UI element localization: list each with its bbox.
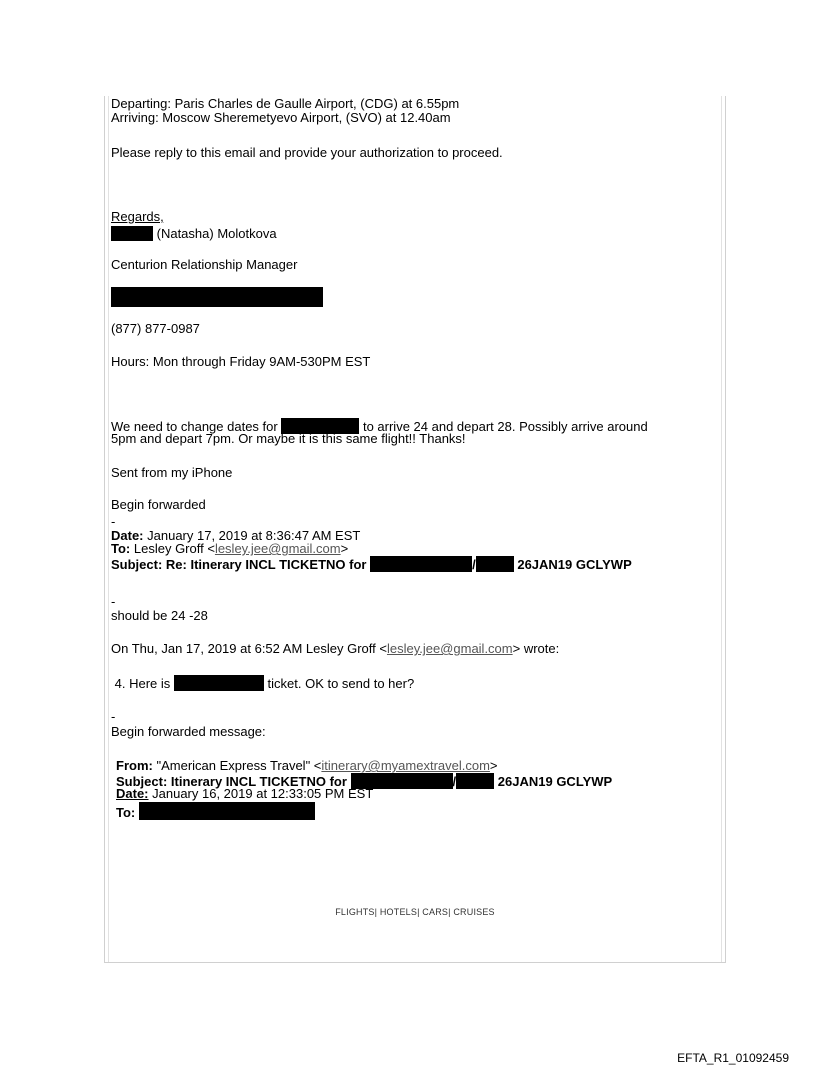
redaction-box bbox=[111, 226, 153, 241]
fwd1-to-email-link[interactable]: lesley.jee@gmail.com bbox=[214, 541, 341, 556]
phone: (877) 877-0987 bbox=[111, 321, 200, 336]
here-is-text-b: ticket. OK to send to her? bbox=[267, 676, 415, 691]
signature-redacted-line bbox=[111, 287, 323, 307]
signature-title: Centurion Relationship Manager bbox=[111, 257, 298, 272]
on-thu-email-link[interactable]: lesley.jee@gmail.com bbox=[386, 641, 513, 656]
fwd2-from bbox=[116, 759, 498, 773]
redaction-box bbox=[476, 556, 514, 572]
should-be: should be 24 -28 bbox=[111, 608, 208, 623]
arriving-line: Arriving: Moscow Sheremetyevo Airport, (SVO) at 12.40am bbox=[111, 110, 451, 125]
fwd1-date-value: January 17, 2019 at 8:36:47 AM EST bbox=[147, 528, 361, 543]
signature-name-line bbox=[111, 226, 277, 241]
fwd1-to bbox=[111, 542, 348, 556]
separator-dash: - bbox=[111, 709, 116, 724]
fwd1-subject-slash: / bbox=[472, 557, 476, 572]
fwd1-subject-code: 26JAN19 GCLYWP bbox=[517, 557, 632, 572]
separator-dash: - bbox=[111, 594, 116, 609]
fwd2-subject-code: 26JAN19 GCLYWP bbox=[497, 774, 613, 789]
fwd2-to-label: To: bbox=[116, 805, 136, 820]
amex-footer-links: FLIGHTS| HOTELS| CARS| CRUISES bbox=[335, 907, 495, 917]
redaction-box bbox=[111, 287, 323, 307]
hours: Hours: Mon through Friday 9AM-530PM EST bbox=[111, 354, 371, 369]
fwd2-to bbox=[116, 802, 315, 820]
reply-request: Please reply to this email and provide your authorization to proceed. bbox=[111, 145, 503, 160]
redaction-box bbox=[456, 773, 494, 789]
fwd2-date bbox=[116, 787, 373, 801]
change-text-a: We need to change dates for bbox=[111, 419, 278, 434]
begin-forwarded: Begin forwarded bbox=[111, 497, 206, 512]
here-is-line bbox=[111, 675, 414, 691]
fwd2-from-close: > bbox=[489, 758, 498, 773]
fwd2-from-label: From: bbox=[116, 758, 153, 773]
redaction-box bbox=[174, 675, 264, 691]
fwd2-subject-slash: / bbox=[452, 774, 457, 789]
here-is-text-a: 4. Here is bbox=[114, 676, 171, 691]
departing-line: Departing: Paris Charles de Gaulle Airport, (CDG) at 6.55pm bbox=[111, 96, 460, 111]
fwd1-subject bbox=[111, 556, 632, 572]
on-thu-line bbox=[111, 642, 559, 656]
fwd1-to-label: To: bbox=[111, 541, 131, 556]
fwd1-to-close: > bbox=[340, 541, 349, 556]
fwd2-date-label: Date: bbox=[116, 786, 149, 801]
separator-dash: - bbox=[111, 514, 116, 529]
fwd2-date-value: January 16, 2019 at 12:33:05 PM EST bbox=[152, 786, 374, 801]
fwd2-from-email-link[interactable]: itinerary@myamextravel.com bbox=[321, 758, 490, 773]
fwd1-to-name: Lesley Groff < bbox=[133, 541, 215, 556]
change-request-line-2: 5pm and depart 7pm. Or maybe it is this same flight!! Thanks! bbox=[111, 431, 466, 446]
redaction-box bbox=[139, 802, 315, 820]
fwd2-subject-text: Subject: Itinerary INCL TICKETNO for bbox=[116, 774, 347, 789]
on-thu-text-a: On Thu, Jan 17, 2019 at 6:52 AM Lesley Groff < bbox=[111, 641, 387, 656]
redaction-box bbox=[370, 556, 472, 572]
change-text-b: to arrive 24 and depart 28. Possibly arrive around bbox=[362, 419, 648, 434]
fwd1-date-label: Date: bbox=[111, 528, 144, 543]
on-thu-text-b: > wrote: bbox=[512, 641, 560, 656]
fwd2-from-name: "American Express Travel" < bbox=[156, 758, 322, 773]
fwd1-subject-text: Subject: Re: Itinerary INCL TICKETNO for bbox=[111, 557, 367, 572]
begin-forwarded-message: Begin forwarded message: bbox=[111, 724, 266, 739]
regards: Regards, bbox=[111, 209, 164, 224]
sent-from: Sent from my iPhone bbox=[111, 465, 233, 480]
bates-number: EFTA_R1_01092459 bbox=[677, 1051, 789, 1065]
signature-name: (Natasha) Molotkova bbox=[156, 226, 277, 241]
